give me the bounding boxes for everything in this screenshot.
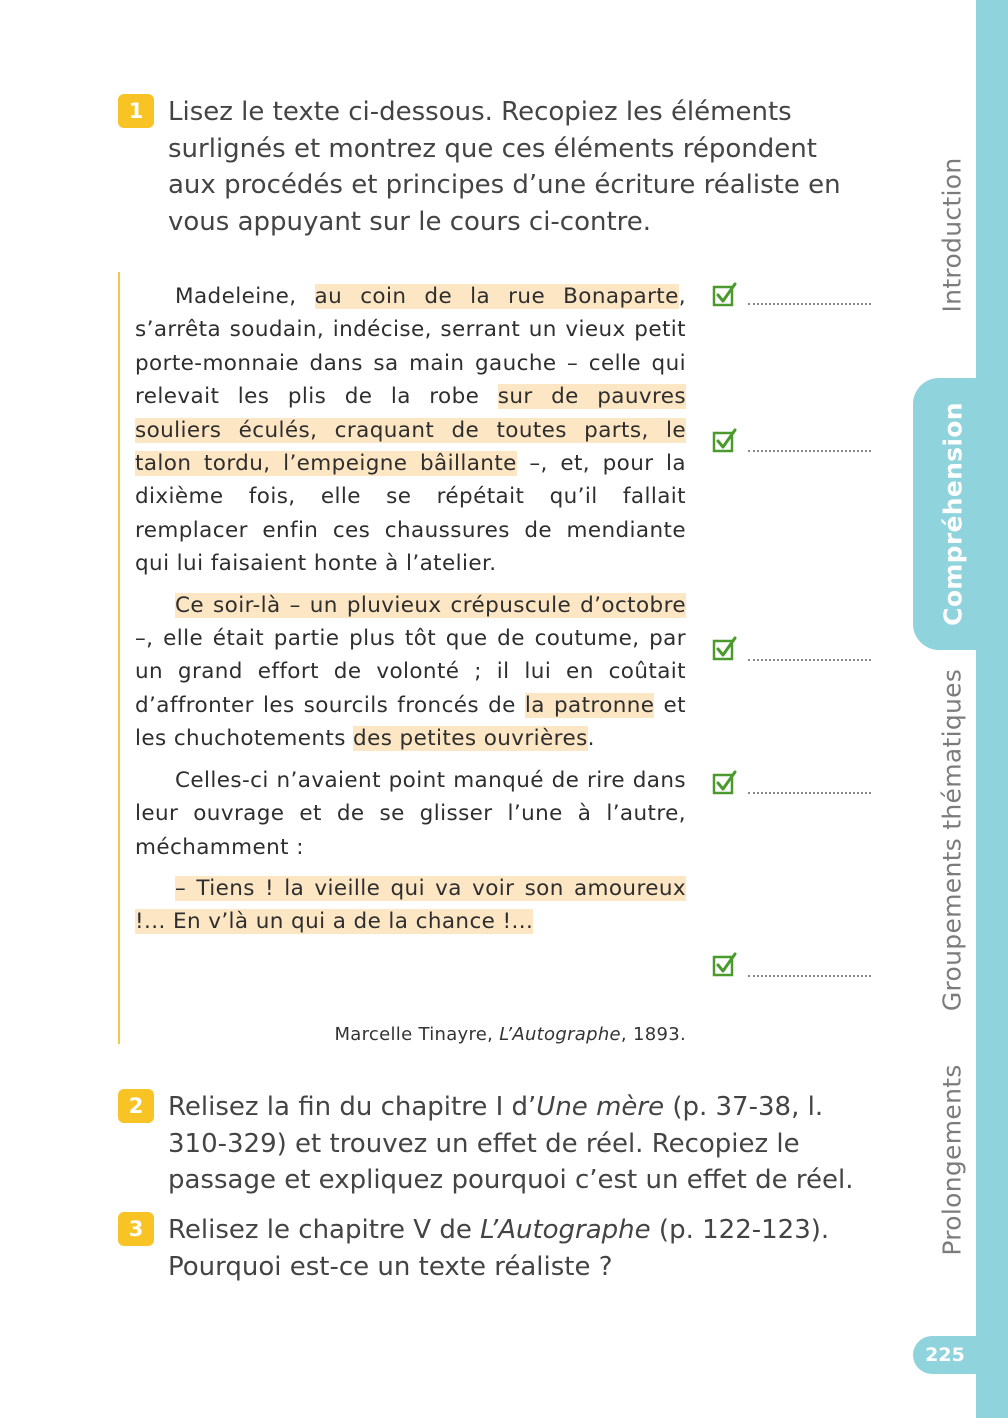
passage-paragraph-1 [135,280,686,581]
answer-line[interactable] [748,659,871,661]
question-1 [118,94,858,240]
highlighted-phrase: sur de pauvres souliers éculés, craquant de toutes parts, le talon tordu, l’empeigne bâillante [135,384,687,477]
question-number-badge: 1 [118,94,154,128]
passage-text: –, elle était partie plus tôt que de coutume, par un grand effort de volonté ; il lui en coûtait d’affronter les sourcils froncés de [135,626,686,718]
checkbox-checked-icon[interactable] [712,282,738,308]
tab-groupements-thematiques[interactable] [912,655,992,1025]
passage-paragraph-2 [135,589,686,756]
checkbox-checked-icon[interactable] [712,952,738,978]
question-text [168,1089,858,1199]
question-text-part: Relisez le chapitre V de [168,1215,481,1245]
checkbox-checked-icon[interactable] [712,770,738,796]
passage-text: Madeleine, [175,284,315,309]
tab-comprehension[interactable] [913,378,993,650]
tab-groupements-label: Groupements thématiques [937,668,967,1012]
source-title: L’Autographe [499,1024,621,1045]
question-3 [118,1212,858,1285]
passage-text: . [587,726,595,752]
tab-prolongements[interactable] [912,1050,992,1270]
passage-text: –, et, pour la dixième fois, elle se répétait qu’il fallait remplacer enfin ces chaussures de mendiante qui lui faisaient honte à l’atelier. [135,451,686,577]
question-text [168,1212,858,1285]
question-number-badge: 2 [118,1089,154,1123]
passage-text: , s’arrêta soudain, indécise, serrant un vieux petit porte-monnaie dans sa main gauche – celle qui relevait les plis de la robe [135,284,686,410]
highlighted-phrase: – Tiens ! la vieille qui va voir son amoureux !... En v’là un qui a de la chance !... [135,875,686,935]
literary-passage [135,280,686,947]
highlighted-phrase: des petites ouvrières [353,726,588,752]
question-2 [118,1089,858,1199]
checkbox-checked-icon[interactable] [712,636,738,662]
book-title: L’Autographe [480,1215,651,1245]
passage-paragraph-3: Celles-ci n’avaient point manqué de rire dans leur ouvrage et de se glisser l’une à l’autre, méchamment : [135,767,686,860]
highlighted-phrase: au coin de la rue Bonaparte [314,284,679,309]
highlighted-phrase: la patronne [524,692,655,718]
source-year: , 1893. [620,1024,686,1045]
answer-line[interactable] [748,303,871,305]
passage-source [135,1024,686,1045]
tab-introduction-label: Introduction [937,157,967,313]
passage-paragraph-4 [135,872,686,939]
tab-prolongements-label: Prolongements [937,1064,967,1256]
question-number-badge: 3 [118,1212,154,1246]
answer-line[interactable] [748,792,871,794]
question-text: Lisez le texte ci-dessous. Recopiez les éléments surlignés et montrez que ces éléments répondent aux procédés et principes d’une écriture réaliste en vous appuyant sur le cours ci-contre. [168,97,841,237]
tab-introduction[interactable] [912,110,992,360]
highlighted-phrase: Ce soir-là – un pluvieux crépuscule d’octobre [175,592,686,618]
answer-line[interactable] [748,975,871,977]
source-author: Marcelle Tinayre, [334,1024,500,1045]
answer-line[interactable] [748,450,871,452]
checkbox-checked-icon[interactable] [712,428,738,454]
book-title: Une mère [536,1092,665,1122]
question-text-part: (p. 122-123). Pourquoi est-ce un texte réaliste ? [168,1215,830,1282]
question-text-part: (p. 37-38, l. 310-329) et trouvez un effet de réel. Recopiez le passage et expliquez pourquoi c’est un effet de réel. [168,1092,854,1195]
tab-comprehension-label: Compréhension [938,402,968,626]
page-number: 225 [913,1336,977,1374]
passage-text: et les chuchotements [135,692,686,752]
question-text-part: Relisez la fin du chapitre I d’ [168,1092,537,1122]
passage-margin-bar [118,272,120,1044]
